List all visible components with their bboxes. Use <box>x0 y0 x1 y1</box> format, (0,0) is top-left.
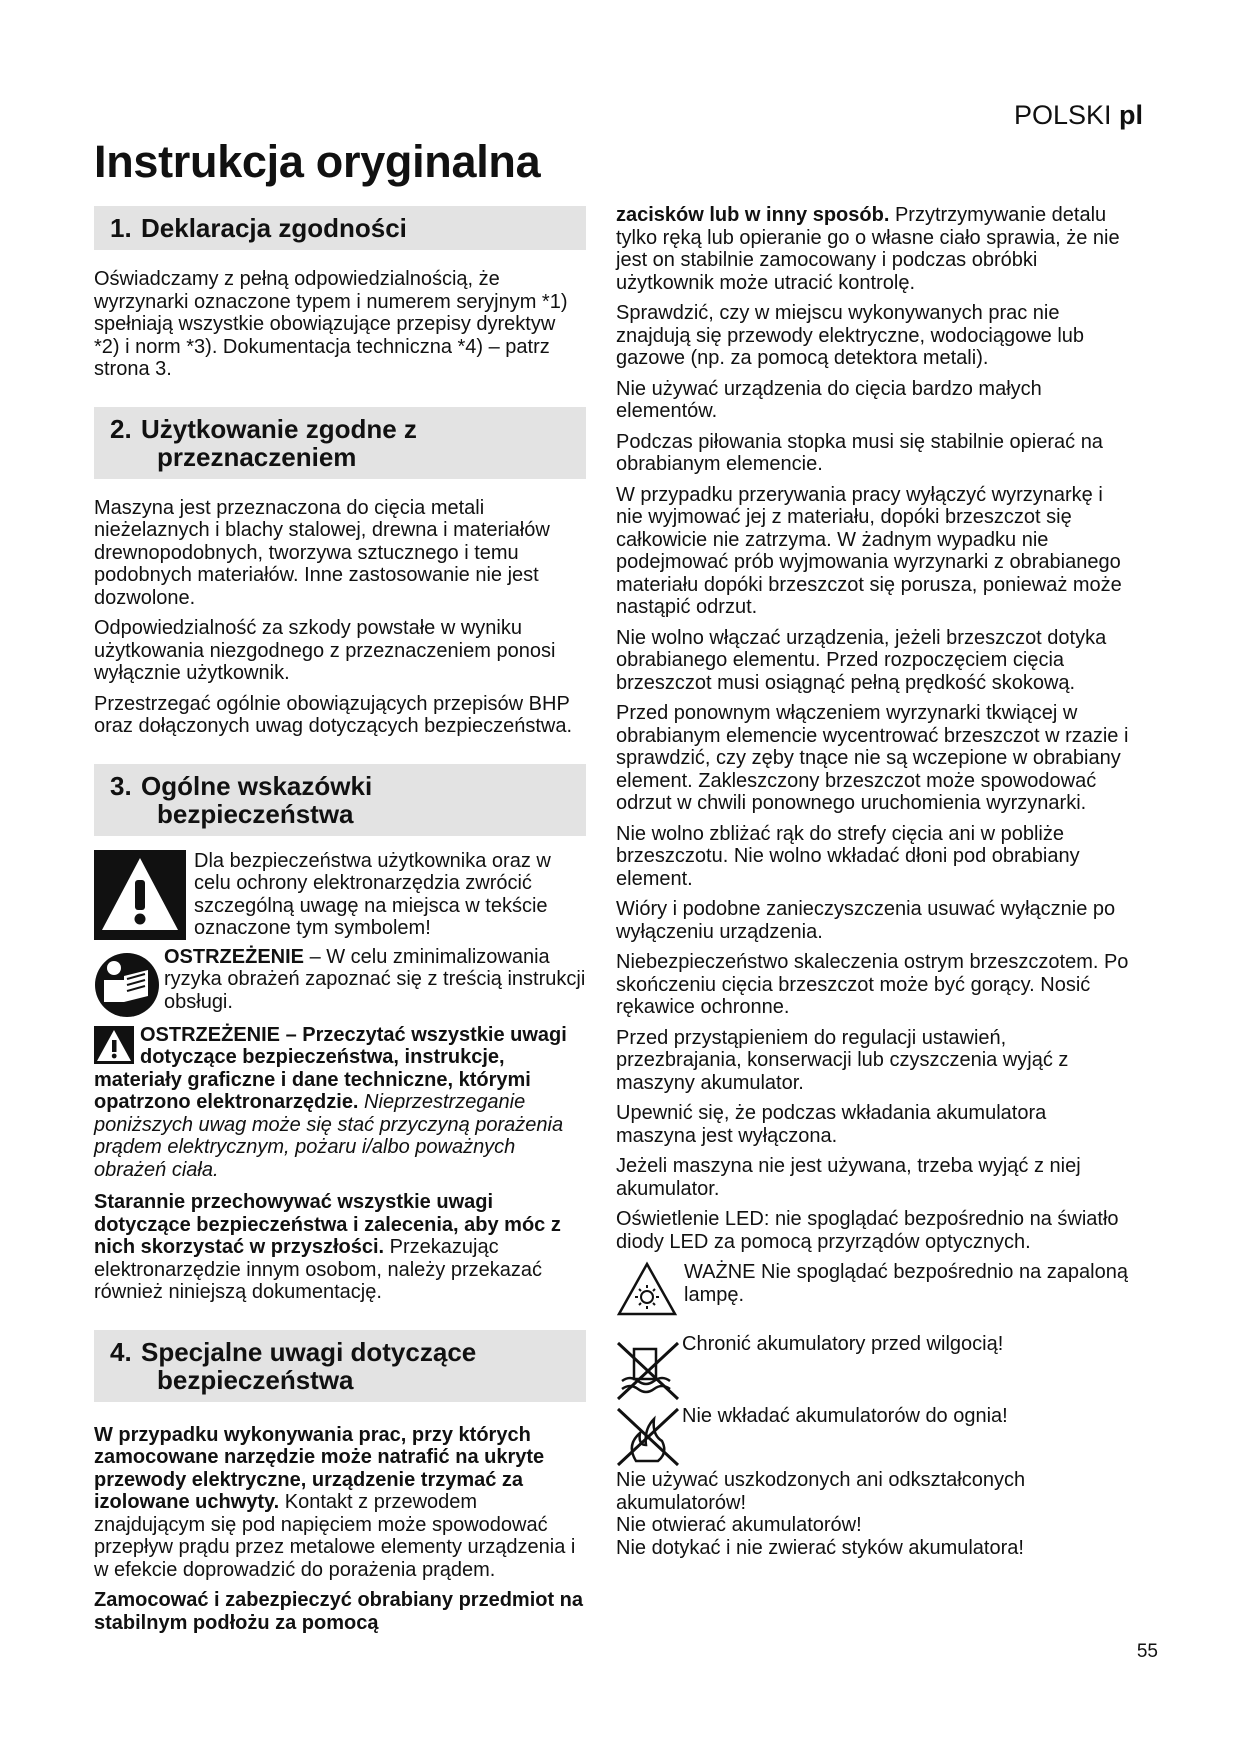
section-1-heading <box>94 206 586 250</box>
read-manual-block <box>94 946 586 1018</box>
secure-workpiece-paragraph <box>94 1589 586 1634</box>
keep-instructions-bold: Starannie przechowywać wszystkie uwagi dotyczące bezpieczeństwa i zalecenia, aby móc z nich skorzystać w przyszłości. <box>94 1191 561 1258</box>
section-2-title-line1: Użytkowanie zgodne z <box>141 413 417 444</box>
read-manual-icon <box>94 952 160 1018</box>
section-2-heading <box>94 407 586 479</box>
secure-workpiece-bold: Zamocować i zabezpieczyć obrabiany przedmiot na stabilnym podłożu za pomocą <box>94 1589 584 1634</box>
restart-paragraph: Przed ponownym włączeniem wyrzynarki tkwiącej w obrabianym elemencie wycentrować brzeszczot w rzazie i sprawdzić, czy zęby tnące nie są wczepione w obrabiany element. Zakleszczony brzeszczot może spowodować odrzut w chwili ponownego uruchomienia wyrzynarki. <box>616 702 1129 814</box>
unused-battery-paragraph: Jeżeli maszyna nie jest używana, trzeba wyjąć z niej akumulator. <box>616 1155 1081 1200</box>
keep-instructions-paragraph <box>94 1191 586 1304</box>
shoe-paragraph: Podczas piłowania stopka musi się stabilnie opierać na obrabianym elemencie. <box>616 430 1103 475</box>
remove-battery-paragraph: Przed przystąpieniem do regulacji ustawień, przezbrajania, konserwacji lub czyszczenia wyjąć z maszyny akumulator. <box>616 1026 1069 1094</box>
left-column <box>94 206 586 1642</box>
no-moisture-icon <box>616 1339 680 1401</box>
hidden-wires-bold: W przypadku wykonywania prac, przy których zamocowane narzędzie może natrafić na ukryte przewody elektryczne, urządzenie trzymać za izolowane uchwyty. <box>94 1423 545 1513</box>
section-3-title-line1: Ogólne wskazówki <box>141 770 373 801</box>
right-column <box>616 204 1131 1559</box>
fire-text: Nie wkładać akumulatorów do ognia! <box>682 1405 1008 1427</box>
hidden-wires-text: Kontakt z przewodem znajdującym się pod napięciem może spowodować przepływ prądu przez metalowe elementy urządzenia i w efekcie doprowadzić do porażenia prądem. <box>94 1491 576 1581</box>
moisture-row <box>616 1333 1131 1401</box>
language-label <box>1014 100 1143 131</box>
section-3-title-line2: bezpieczeństwa <box>157 798 354 829</box>
battery-warnings <box>616 1469 1131 1559</box>
language-code: pl <box>1119 100 1143 130</box>
page-number: 55 <box>1136 1641 1158 1662</box>
intended-use-paragraph-2: Odpowiedzialność za szkody powstałe w wyniku użytkowania niezgodnego z przeznaczeniem ponosi wyłącznie użytkownik. <box>94 617 556 684</box>
declaration-paragraph: Oświadczamy z pełną odpowiedzialnością, że wyrzynarki oznaczone typem i numerem seryjnym *1) spełniają wszystkie obowiązujące przepisy dyrektyw *2) i norm *3). Dokumentacja techniczna *4) – patrz strona 3. <box>94 268 568 380</box>
no-fire-icon <box>616 1405 680 1467</box>
read-manual-warning-label: OSTRZEŻENIE <box>164 945 305 968</box>
language-word: POLSKI <box>1013 100 1112 130</box>
led-warning-row <box>616 1261 1131 1317</box>
intended-use-paragraph-1: Maszyna jest przeznaczona do cięcia metali nieżelaznych i blachy stalowej, drewna i materiałów drewnopodobnych, tworzywa sztucznego i temu podobnych materiałów. Inne zastosowanie nie jest dozwolone. <box>94 496 550 609</box>
no-start-touching-paragraph: Nie wolno włączać urządzenia, jeżeli brzeszczot dotyka obrabianego elementu. Przed rozpoczęciem cięcia brzeszczot musi osiągnąć pełną prędkość skokową. <box>616 626 1107 694</box>
interrupt-work-paragraph: W przypadku przerywania pracy wyłączyć wyrzynarkę i nie wyjmować jej z materiału, dopóki brzeszczot się całkowicie nie zatrzyma. W żadnym wypadku nie podejmować prób wyjmowania wyrzynarki z obrabianego materiału dopóki brzeszczot się porusza, ponieważ może nastąpić odrzut. <box>616 483 1122 618</box>
warning-triangle-icon <box>94 850 186 940</box>
led-warning-text: WAŻNE Nie spoglądać bezpośrednio na zapaloną lampę. <box>684 1261 1128 1306</box>
section-4-title-line2: bezpieczeństwa <box>157 1364 354 1395</box>
small-warning-icon <box>94 1026 134 1064</box>
warning-symbol-text: Dla bezpieczeństwa użytkownika oraz w celu ochrony elektronarzędzia zwrócić szczególną uwagę na miejsca w tekście oznaczone tym symbolem! <box>194 849 551 939</box>
led-paragraph: Oświetlenie LED: nie spoglądać bezpośrednio na światło diody LED za pomocą przyrządów optycznych. <box>616 1208 1119 1253</box>
insert-battery-paragraph: Upewnić się, że podczas wkładania akumulatora maszyna jest wyłączona. <box>616 1102 1047 1147</box>
section-1-title: Deklaracja zgodności <box>141 213 407 243</box>
section-3-number: 3. <box>110 770 132 801</box>
keep-instructions-text: Przekazując elektronarzędzie innym osobom, należy przekazać również niniejszą dokumentację. <box>94 1236 542 1303</box>
general-warning-bold: OSTRZEŻENIE – Przeczytać wszystkie uwagi dotyczące bezpieczeństwa, instrukcje, materiały graficzne i dane techniczne, którymi opatrzono elektronarzędzie. <box>94 1023 567 1113</box>
section-4-title-line1: Specjalne uwagi dotyczące <box>141 1336 477 1367</box>
read-manual-text: – W celu zminimalizowania ryzyka obrażeń zapoznać się z treścią instrukcji obsługi. <box>164 945 586 1013</box>
fire-row <box>616 1405 1131 1467</box>
chips-paragraph: Wióry i podobne zanieczyszczenia usuwać wyłącznie po wyłączeniu urządzenia. <box>616 898 1116 943</box>
intended-use-paragraph-3: Przestrzegać ogólnie obowiązujących przepisów BHP oraz dołączonych uwag dotyczących bezpieczeństwa. <box>94 692 573 737</box>
hidden-wires-paragraph <box>94 1424 586 1582</box>
section-2-number: 2. <box>110 413 132 444</box>
clamps-bold: zacisków lub w inny sposób. <box>616 204 890 226</box>
section-4-heading <box>94 1330 586 1402</box>
damaged-battery-text: Nie używać uszkodzonych ani odkształconych akumulatorów! <box>616 1469 1026 1514</box>
section-4-number: 4. <box>110 1336 132 1367</box>
moisture-text: Chronić akumulatory przed wilgocią! <box>682 1333 1004 1355</box>
led-warning-icon <box>616 1261 678 1317</box>
warning-symbol-block <box>94 850 586 940</box>
hands-away-paragraph: Nie wolno zbliżać rąk do strefy cięcia ani w pobliże brzeszczotu. Nie wolno wkładać dłoni pod obrabiany element. <box>616 822 1080 890</box>
clamps-paragraph <box>616 204 1131 294</box>
contacts-battery-text: Nie dotykać i nie zwierać styków akumulatora! <box>616 1536 1024 1559</box>
section-1-number: 1. <box>110 213 132 243</box>
page-title: Instrukcja oryginalna <box>94 136 541 187</box>
section-2-title-line2: przeznaczeniem <box>157 441 357 472</box>
general-warning-paragraph <box>94 1024 586 1182</box>
general-warning-italic: Nieprzestrzeganie poniższych uwag może się stać przyczyną porażenia prądem elektrycznym, pożaru i/albo poważnych obrażeń ciała. <box>94 1091 564 1181</box>
clamps-text: Przytrzymywanie detalu tylko ręką lub opieranie go o własne ciało sprawia, że nie jest on stabilnie zamocowany i podczas obróbki użytkownik może utracić kontrolę. <box>616 204 1120 294</box>
section-3-heading <box>94 764 586 836</box>
blade-hot-paragraph: Niebezpieczeństwo skaleczenia ostrym brzeszczotem. Po skończeniu cięcia brzeszczot może być gorący. Nosić rękawice ochronne. <box>616 951 1129 1018</box>
open-battery-text: Nie otwierać akumulatorów! <box>616 1514 862 1536</box>
check-lines-paragraph: Sprawdzić, czy w miejscu wykonywanych prac nie znajdują się przewody elektryczne, wodociągowe lub gazowe (np. za pomocą detektora metali). <box>616 302 1085 369</box>
small-parts-paragraph: Nie używać urządzenia do cięcia bardzo małych elementów. <box>616 377 1042 422</box>
